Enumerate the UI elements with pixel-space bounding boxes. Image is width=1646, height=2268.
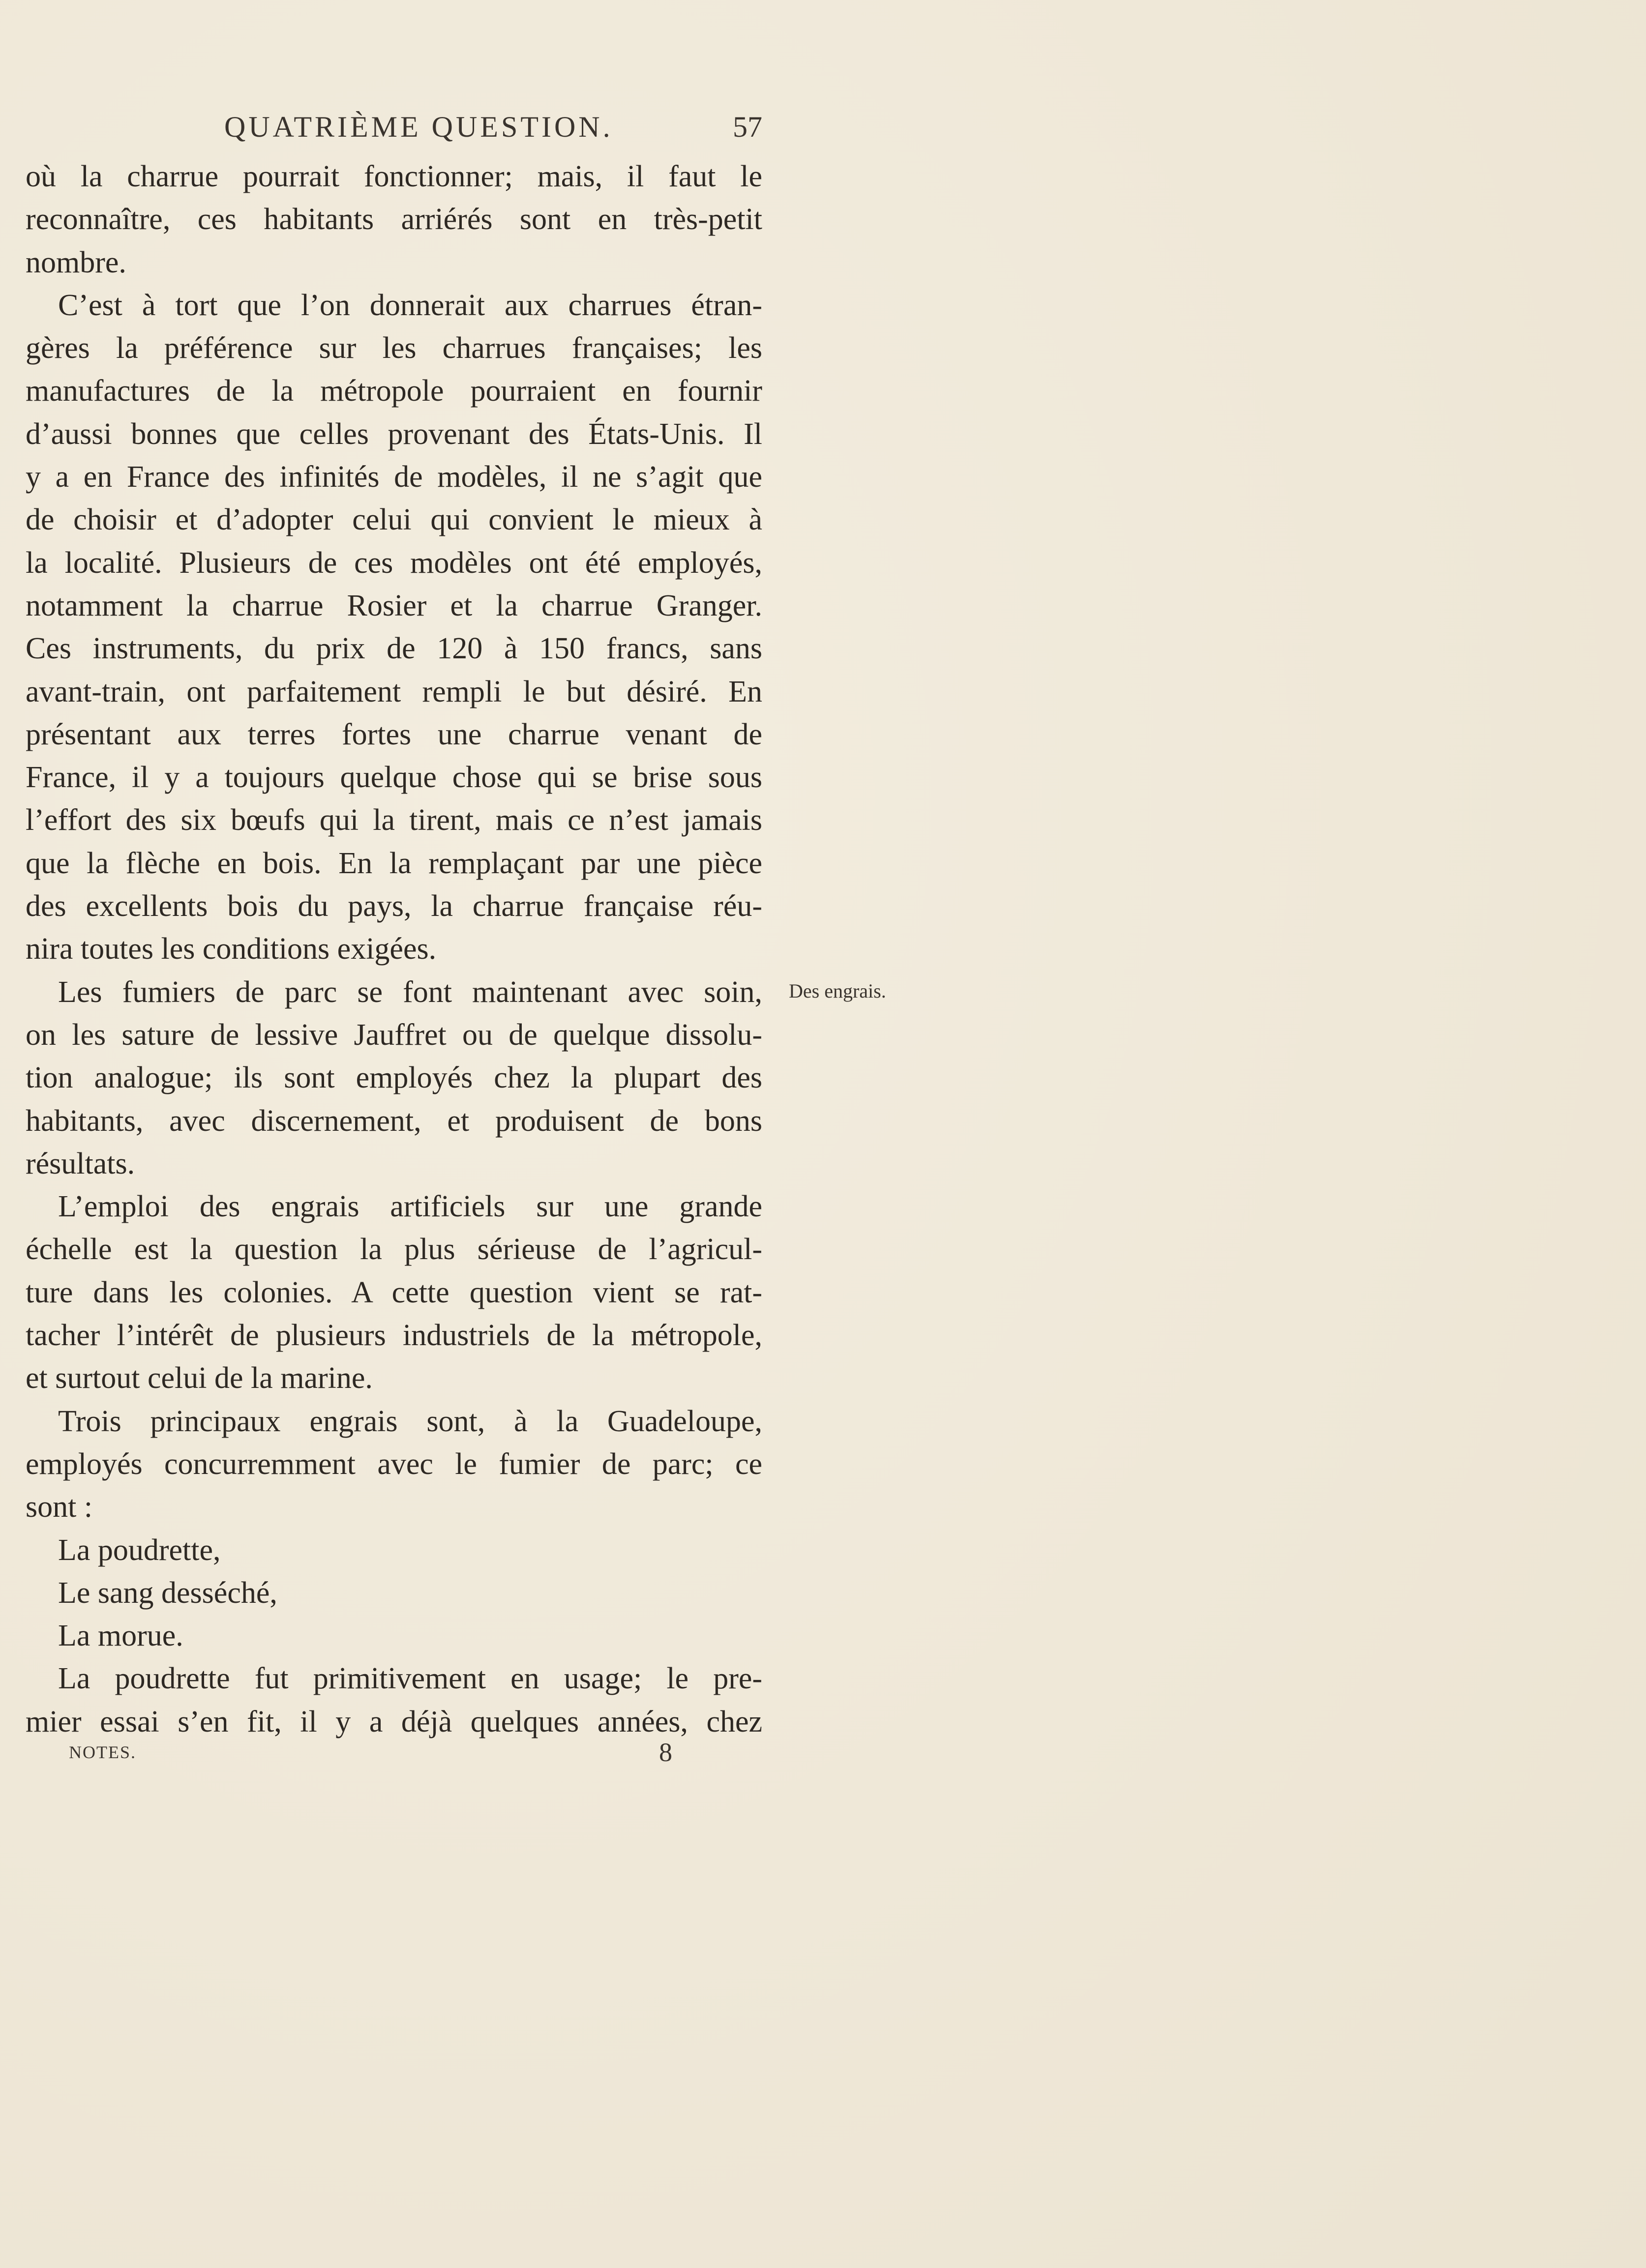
text-line: présentant aux terres fortes une charrue venant de bbox=[26, 717, 762, 751]
marginal-note: Des engrais. bbox=[789, 980, 886, 1002]
page-number: 57 bbox=[733, 111, 762, 143]
text-line: France, il y a toujours quelque chose qui se brise sous bbox=[26, 761, 762, 795]
text-line: échelle est la question la plus sérieuse de l’agricul- bbox=[26, 1233, 762, 1267]
text-line: La poudrette fut primitivement en usage; le pre- bbox=[58, 1662, 762, 1696]
text-line: la localité. Plusieurs de ces modèles ont été employés, bbox=[26, 546, 762, 580]
text-line: mier essai s’en fit, il y a déjà quelques années, chez bbox=[26, 1705, 762, 1738]
text-line: que la flèche en bois. En la remplaçant par une pièce bbox=[26, 846, 762, 880]
text-line: manufactures de la métropole pourraient en fournir bbox=[26, 374, 762, 408]
text-line: employés concurremment avec le fumier de parc; ce bbox=[26, 1447, 762, 1481]
text-line: y a en France des infinités de modèles, il ne s’agit que bbox=[26, 460, 762, 494]
text-line: avant-train, ont parfaitement rempli le but désiré. En bbox=[26, 675, 762, 708]
text-line: on les sature de lessive Jauffret ou de quelque dissolu- bbox=[26, 1018, 762, 1052]
printer-signature: NOTES. bbox=[69, 1742, 136, 1762]
page-header bbox=[28, 107, 762, 147]
text-line: des excellents bois du pays, la charrue française réu- bbox=[26, 889, 762, 923]
text-line: l’effort des six bœufs qui la tirent, mais ce n’est jamais bbox=[26, 803, 762, 837]
running-title: QUATRIÈME QUESTION. bbox=[224, 111, 613, 143]
text-line: gères la préférence sur les charrues françaises; les bbox=[26, 331, 762, 365]
text-line: tion analogue; ils sont employés chez la plupart des bbox=[26, 1061, 762, 1095]
text-line: La morue. bbox=[58, 1619, 183, 1653]
text-line: La poudrette, bbox=[58, 1533, 221, 1567]
text-line: de choisir et d’adopter celui qui convient le mieux à bbox=[26, 503, 762, 537]
text-line: reconnaître, ces habitants arriérés sont en très-petit bbox=[26, 203, 762, 236]
text-line: habitants, avec discernement, et produisent de bons bbox=[26, 1104, 762, 1138]
text-line: Trois principaux engrais sont, à la Guadeloupe, bbox=[58, 1404, 762, 1438]
text-line: Ces instruments, du prix de 120 à 150 francs, sans bbox=[26, 632, 762, 666]
page-footer bbox=[69, 1738, 679, 1767]
text-line: L’emploi des engrais artificiels sur une grande bbox=[58, 1190, 762, 1224]
text-line: nira toutes les conditions exigées. bbox=[26, 932, 437, 966]
text-line: Les fumiers de parc se font maintenant avec soin, bbox=[58, 975, 762, 1009]
text-line: sont : bbox=[26, 1490, 93, 1524]
text-line: notamment la charrue Rosier et la charrue Granger. bbox=[26, 589, 762, 622]
text-line: nombre. bbox=[26, 245, 126, 279]
text-line: où la charrue pourrait fonctionner; mais, il faut le bbox=[26, 160, 762, 193]
text-line: ture dans les colonies. A cette question vient se rat- bbox=[26, 1275, 762, 1309]
text-line: résultats. bbox=[26, 1147, 135, 1180]
text-line: tacher l’intérêt de plusieurs industriels de la métropole, bbox=[26, 1319, 762, 1353]
text-line: C’est à tort que l’on donnerait aux charrues étran- bbox=[58, 288, 762, 322]
text-line: d’aussi bonnes que celles provenant des États-Unis. Il bbox=[26, 417, 762, 451]
text-line: et surtout celui de la marine. bbox=[26, 1361, 373, 1395]
signature-mark: 8 bbox=[659, 1738, 672, 1767]
text-line: Le sang desséché, bbox=[58, 1576, 277, 1610]
body-text bbox=[26, 155, 762, 1743]
